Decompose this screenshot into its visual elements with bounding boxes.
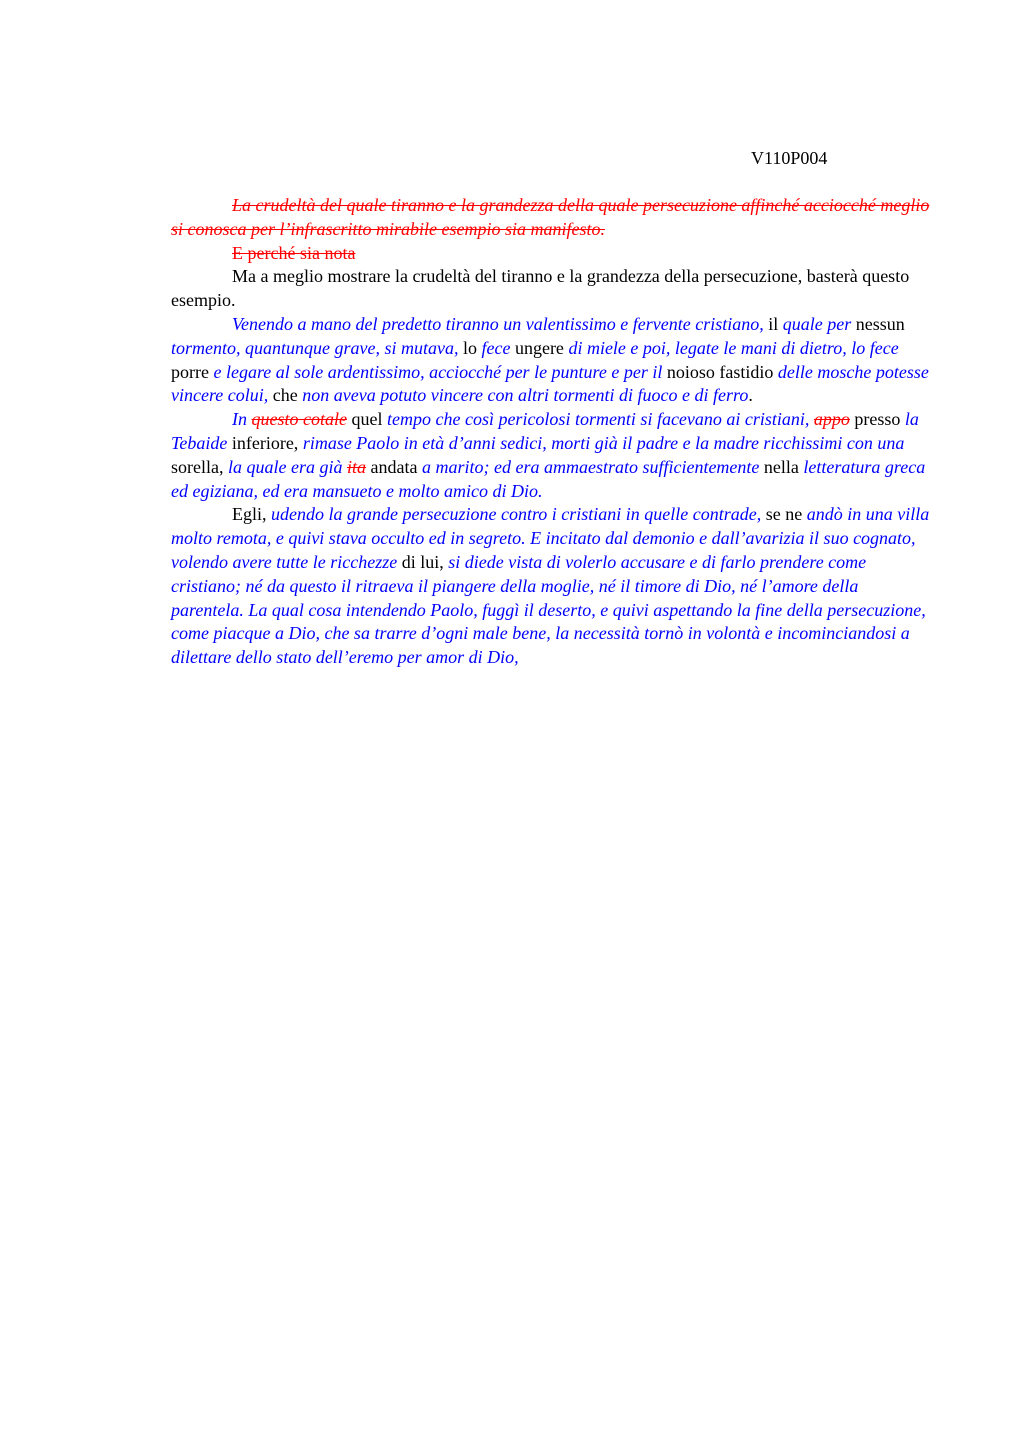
text-run: di lui, (397, 551, 449, 572)
text-run: lo (458, 337, 482, 358)
text-run: . (748, 385, 753, 406)
emphasized-text: la quale era già (227, 456, 347, 477)
text-run: porre (171, 361, 214, 382)
emphasized-text: Venendo a mano del predetto tiranno un valentissimo e fervente cristiano, (232, 313, 764, 334)
paragraph (171, 242, 931, 266)
paragraph (171, 265, 931, 313)
emphasized-text: si diede vista di volerlo accusare e di farlo prendere come cristiano; né da questo il ritraeva il piangere della moglie, né il timore di Dio, né l’amore della parentela. La qual cosa intendendo Paolo, fuggì il deserto, e quivi aspettando la fine della persecuzione, come piacque a Dio, che sa trarre d’ogni male bene, la necessità tornò in volontà e incominciandosi a dilettare dello stato dell’eremo per amor di Dio, (171, 551, 926, 668)
text-run: nella (759, 456, 804, 477)
deleted-text: ita (346, 456, 366, 477)
paragraph (171, 408, 931, 503)
text-run: quel (346, 409, 387, 430)
emphasized-text: In (232, 409, 252, 430)
emphasized-text: a marito; ed era ammaestrato sufficientemente (421, 456, 760, 477)
deleted-text: questo cotale (251, 409, 347, 430)
deleted-text: E perché sia nota (232, 242, 356, 263)
emphasized-text: quale per (782, 313, 852, 334)
deleted-text: appo (813, 409, 850, 430)
emphasized-text: non aveva potuto vincere con altri tormenti di fuoco e di ferro (302, 385, 749, 406)
text-run: Egli, (232, 504, 271, 525)
emphasized-text: letteratura greca ed egiziana, ed era mansueto e molto amico di Dio. (171, 456, 926, 501)
deleted-text: La crudeltà del quale tiranno e la grandezza della quale persecuzione affinché acciocché meglio si conosca per l’infrascritto mirabile esempio sia manifesto. (171, 195, 930, 239)
emphasized-text: udendo la grande persecuzione contro i cristiani in quelle contrade, (271, 504, 762, 525)
emphasized-text: tormento, quantunque grave, si mutava, (171, 337, 459, 358)
text-run: Ma a meglio mostrare la crudeltà del tiranno e la grandezza della persecuzione, basterà questo esempio. (171, 266, 910, 311)
text-run: ungere (510, 337, 569, 358)
text-run: presso (849, 409, 905, 430)
emphasized-text: andò in una villa molto remota, e quivi stava occulto ed in segreto. E incitato dal demonio e dall’avarizia il suo cognato, volendo avere tutte le ricchezze (171, 504, 930, 572)
document-body (171, 194, 931, 670)
emphasized-text: rimase Paolo in età d’anni sedici, morti già il padre e la madre ricchissimi con una (302, 432, 905, 453)
emphasized-text: fece (481, 337, 511, 358)
text-run: il (763, 313, 783, 334)
emphasized-text: delle mosche potesse vincere colui, (171, 361, 929, 406)
text-run: se ne (761, 504, 807, 525)
emphasized-text: la Tebaide (171, 409, 919, 453)
text-run: nessun (851, 313, 905, 334)
emphasized-text: tempo che così pericolosi tormenti si facevano ai cristiani, (386, 409, 814, 430)
text-run: andata (366, 456, 422, 477)
text-run: noioso fastidio (662, 361, 778, 382)
text-run: sorella, (171, 456, 228, 477)
emphasized-text: e legare al sole ardentissimo, acciocché per le punture e per il (213, 361, 663, 382)
page-identifier: V110P004 (751, 148, 828, 168)
text-run: che (268, 385, 303, 406)
emphasized-text: di miele e poi, legate le mani di dietro, lo fece (568, 337, 899, 358)
text-run: inferiore, (227, 432, 303, 453)
paragraph (171, 313, 931, 408)
paragraph (171, 194, 931, 242)
paragraph (171, 503, 931, 670)
